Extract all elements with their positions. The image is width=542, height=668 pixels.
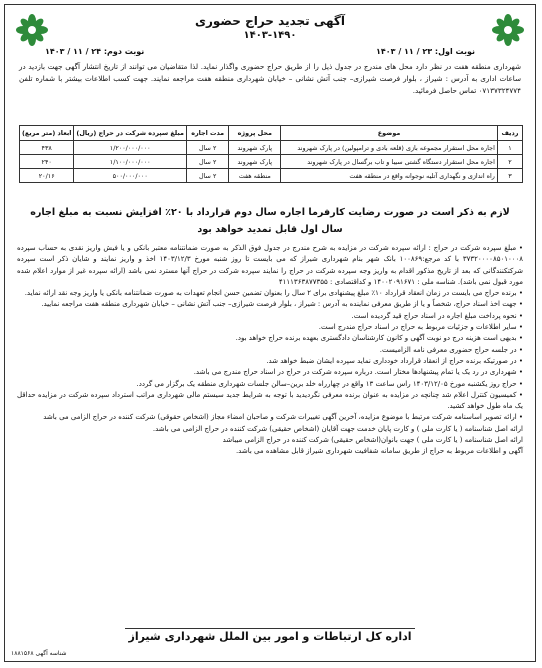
notice-header [65, 13, 475, 42]
column-header: ردیف [497, 126, 522, 141]
condition-item: ارائه اصل شناسنامه ( یا کارت ملی ) و کارت پایان خدمت جهت آقایان (اشخاص حقیقی) شرکت کننده در حراج الزامی می باشد. [152, 424, 523, 433]
column-header: محل پروژه [229, 126, 281, 141]
condition-item: • سایر اطلاعات و جزئیات مربوط به حراج در اسناد حراج مندرج است. [318, 323, 523, 332]
condition-item: ارائه اصل شناسنامه ( یا کارت ملی ) جهت بانوان(اشخاص حقیقی) شرکت کننده در حراج الزامی میباشد [222, 436, 523, 445]
table-cell: ۱/۱۰۰/۰۰۰/۰۰۰ [74, 155, 187, 169]
table-cell: ۲ سال [186, 155, 228, 169]
condition-item: • مبلغ سپرده شرکت در حراج : ارائه سپرده شرکت در مزایده به شرح مندرج در جدول فوق الذکر به صورت ضمانتنامه معتبر بانکی و یا فیش واریز نقدی به حساب سپرده ۳۷۳۲۰۰۰۰۸۵۰۱۰۰۰۸ با کد مرجع:۱۰۰۸۶۹ بانک شهر بنام شهرداری شیراز که می بایست تا روز شنبه مورخ ۱۴۰۳/۱۲/۳ اخذ و واریز نمایند و شایان ذکر است سپرده شرکتکنندگانی که بعد از تاریخ مذکور اقدام به واریز وجه سپرده شرکت در حراج را نمایند سپرده شرکت در حراج آنها مسترد نمی باشد (ارائه سپرده غیر از موارد اعلام شده مورد قبول نمی باشد). شناسه ملی : ۱۴۰۰۲۰۹۱۶۷۱ و کداقتصادی : ۴۱۱۱۳۶۳۸۷۷۳۵۵ [17, 244, 524, 286]
condition-item: • در جلسه حراج حضوری معرفی نامه الزامیست. [379, 345, 523, 354]
table-cell: ۴۳۸ [20, 141, 74, 155]
table-row [20, 155, 523, 169]
condition-item: • جهت اخذ اسناد حراج، شخصاً و یا از طریق معرفی نماینده به آدرس : شیراز ، بلوار فرصت شیرازی– جنب آتش نشانی – خیابان شهرداری منطقه هفت مراجعه نمایید. [41, 300, 523, 309]
condition-item: • برنده حراج می بایست در زمان انعقاد قرارداد ۱۰٪ مبلغ پیشنهادی برای ۲ سال را بعنوان تضمین حسن انجام تعهدات به صورت ضمانتنامه بانکی یا واریز وجه نقد ارائه نماید. [24, 289, 523, 298]
table-cell: ۱ [497, 141, 522, 155]
condition-item: • در صورتیکه برنده حراج از انعقاد قرارداد خودداری نماید سپرده ایشان ضبط خواهد شد. [266, 356, 523, 365]
condition-item: آگهی و اطلاعات مربوط به حراج از طریق سامانه شفافیت شهرداری شیراز قابل مشاهده می باشد. [235, 447, 523, 456]
second-publication-date: نوبت دوم: ۲۴ / ۱۱ / ۱۴۰۳ [45, 47, 145, 56]
table-header-row [20, 126, 523, 141]
notice-page [4, 4, 536, 662]
column-header: موضوع [281, 126, 498, 141]
table-cell: ۳ [497, 169, 522, 183]
notice-id: شناسه آگهی ۱۸۸۱۵۶۸ [11, 650, 67, 657]
table-row [20, 169, 523, 183]
intro-paragraph: شهرداری منطقه هفت در نظر دارد محل های مندرج در جدول ذیل را از طریق حراج حضوری واگذار نماید. لذا متقاضیان می توانند از تاریخ انتشار آگهی جهت بازدید در ساعات اداری به آدرس : شیراز ، بلوار فرصت شیرازی– جنب آتش نشانی – خیابان شهرداری منطقه هفت مراجعه نمایند. جهت کسب اطلاعات بیشتر با شماره تلفن ۰۷۱۳۷۳۲۴۷۷۴ تماس حاصل فرمائید. [19, 62, 521, 95]
issuer-footer: اداره کل ارتباطات و امور بین الملل شهرداری شیراز [128, 630, 412, 643]
publication-dates [45, 47, 475, 56]
table-cell: ۲ سال [186, 141, 228, 155]
table-cell: اجاره محل استقرار دستگاه گشتی سیبا و تاب برگسال در پارک شهروند [281, 155, 498, 169]
table-cell: راه اندازی و نگهداری آتلیه نوجوانه واقع در منطقه هفت [281, 169, 498, 183]
table-cell: ۲ [497, 155, 522, 169]
table-cell: ۲۰/۱۶ [20, 169, 74, 183]
conditions-list [17, 243, 523, 458]
table-cell: پارک شهروند [229, 155, 281, 169]
table-cell: منطقه هفت [229, 169, 281, 183]
extension-notice: لازم به ذکر است در صورت رضایت کارفرما اجاره سال دوم قرارداد با ۲۰٪ افزایش نسبت به مبلغ اجاره سال اول قابل تمدید خواهد بود [30, 207, 510, 235]
table-cell: ۲۴۰ [20, 155, 74, 169]
condition-item: • ارائه تصویر اساسنامه شرکت مرتبط با موضوع مزایده، آخرین آگهی تغییرات شرکت و صاحبان امضاء مجاز (اشخاص حقوقی) شرکت کننده در حراج الزامی می باشد [43, 413, 523, 422]
auction-table [19, 125, 523, 183]
shiraz-municipality-logo-icon [491, 13, 525, 47]
table-cell: ۲ سال [186, 169, 228, 183]
table-cell: ۵۰۰/۰۰۰/۰۰۰ [74, 169, 187, 183]
footer-divider [125, 628, 415, 629]
column-header: مبلغ سپرده شرکت در حراج (ریال) [74, 126, 187, 141]
column-header: مدت اجاره [186, 126, 228, 141]
condition-item: • نحوه پرداخت مبلغ اجاره در اسناد حراج قید گردیده است. [351, 311, 523, 320]
condition-item: • بدیهی است هزینه درج دو نوبت آگهی و کانون کارشناسان دادگستری بعهده برنده حراج خواهد بود. [235, 334, 523, 343]
column-header: ابعاد (متر مربع) [20, 126, 74, 141]
table-row [20, 141, 523, 155]
table-cell: اجاره محل استقرار مجموعه بازی (قلعه بادی و ترامپولین) در پارک شهروند [281, 141, 498, 155]
condition-item: • شهرداری در رد یک یا تمام پیشنهادها مختار است. درباره سپرده شرکت در حراج در اسناد حراج مندرج می باشد. [193, 368, 523, 377]
table-cell: ۱/۲۰۰/۰۰۰/۰۰۰ [74, 141, 187, 155]
first-publication-date: نوبت اول: ۲۳ / ۱۱ / ۱۴۰۳ [376, 47, 475, 56]
notice-code: ۱۴۰۳-۱۴۹۰ [243, 30, 297, 41]
condition-item: • کمیسیون کنترل اعلام شد چنانچه در مزایده به عنوان برنده معرفی نگردیدید با توجه به شرایط جدید سیستم مالی شهرداری مراتب استرداد سپرده شرکت در مزایده حداقل یک ماه طول خواهد کشید. [17, 390, 523, 411]
shiraz-municipality-logo-icon [15, 13, 49, 47]
page-title: آگهی تجدید حراج حضوری [195, 14, 345, 28]
table-cell: پارک شهروند [229, 141, 281, 155]
condition-item: • حراج روز یکشنبه مورخ ۱۴۰۳/۱۲/۰۵ راس ساعت ۱۳ واقع در چهارراه خلد برین–سالن جلسات شهرداری منطقه یک برگزار می گردد. [136, 379, 523, 388]
